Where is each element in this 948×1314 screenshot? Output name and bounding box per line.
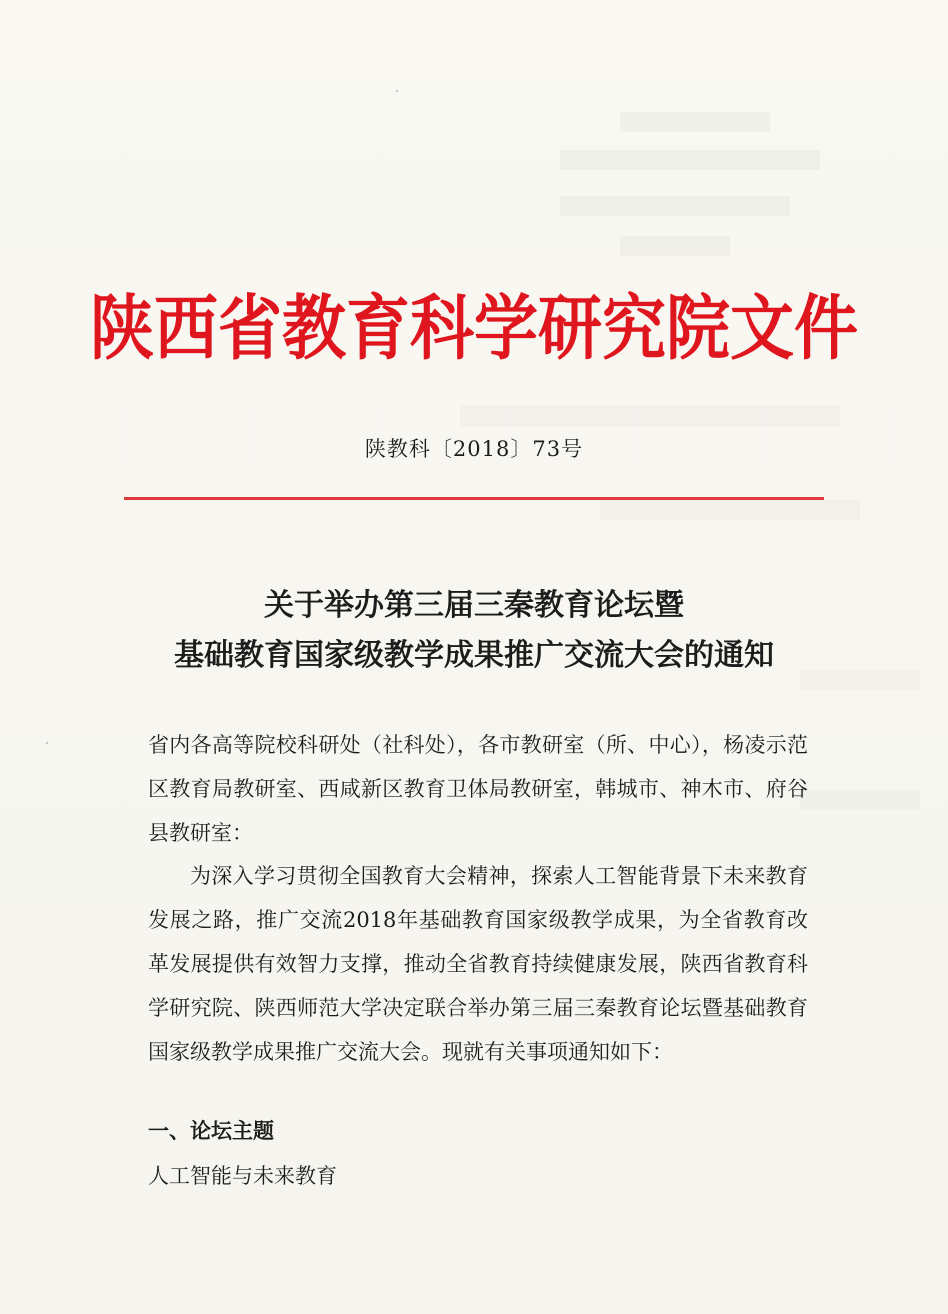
bleed-through-decoration [800, 790, 920, 810]
bleed-through-decoration [560, 150, 820, 170]
document-number: 陕教科〔2018〕73号 [364, 437, 584, 461]
red-separator-line [124, 497, 824, 500]
paper-speck [396, 90, 398, 92]
intro-paragraph: 为深入学习贯彻全国教育大会精神，探索人工智能背景下未来教育发展之路，推广交流2018年基础教育国家级教学成果，为全省教育改革发展提供有效智力支撑，推动全省教育持续健康发展，陕西省教育科学研究院、陕西师范大学决定联合举办第三届三秦教育论坛暨基础教育国家级教学成果推广交流大会。现就有关事项通知如下： [148, 864, 808, 1064]
bleed-through-decoration [620, 236, 730, 256]
paper-speck [46, 742, 48, 744]
forum-theme-text: 人工智能与未来教育 [148, 1164, 337, 1188]
addressee-paragraph: 省内各高等院校科研处（社科处），各市教研室（所、中心），杨凌示范区教育局教研室、西咸新区教育卫体局教研室，韩城市、神木市、府谷县教研室： [148, 733, 808, 845]
document-header-title: 陕西省教育科学研究院文件 [90, 288, 858, 370]
bleed-through-decoration [460, 405, 840, 427]
notice-title-line-2: 基础教育国家级教学成果推广交流大会的通知 [174, 638, 774, 673]
bleed-through-decoration [620, 112, 770, 132]
section-heading-forum-theme: 一、论坛主题 [148, 1119, 274, 1143]
notice-title-line-1: 关于举办第三届三秦教育论坛暨 [264, 588, 684, 623]
bleed-through-decoration [560, 196, 790, 216]
bleed-through-decoration [600, 500, 860, 520]
